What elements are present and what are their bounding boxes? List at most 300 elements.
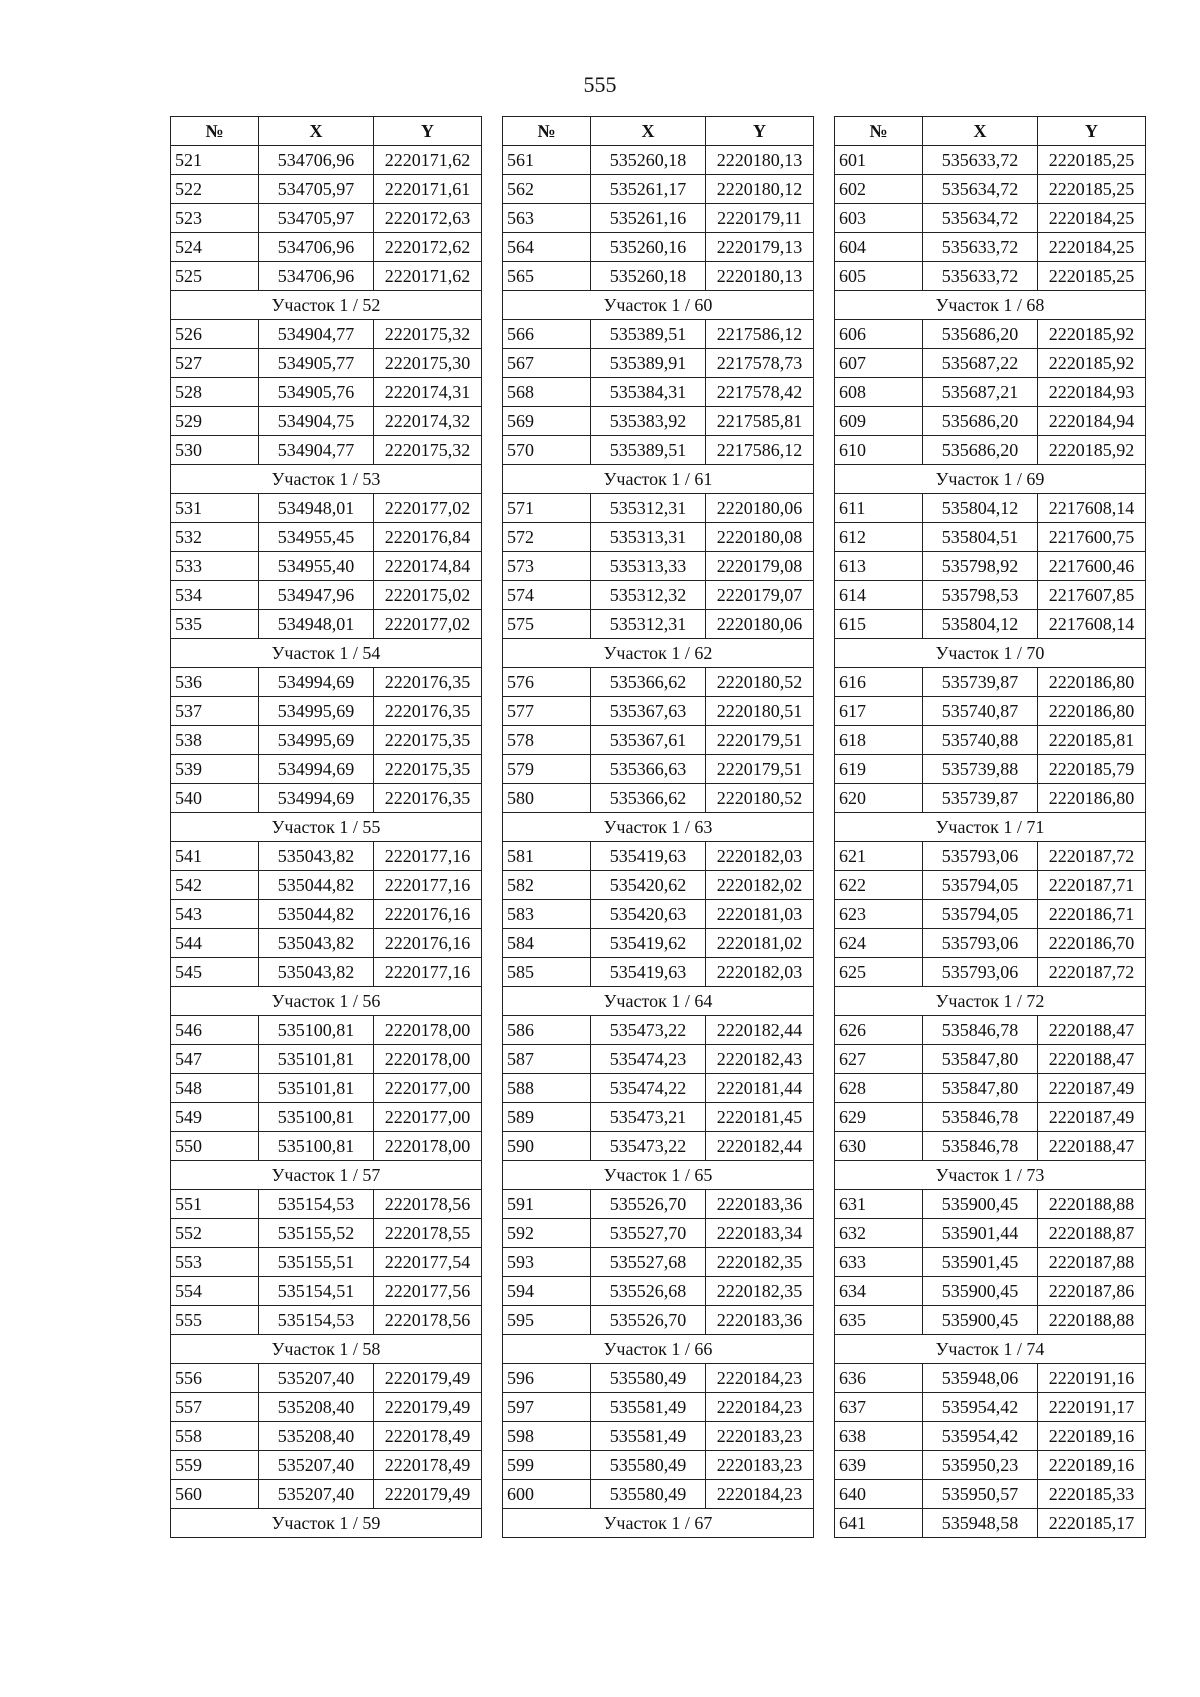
point-number: 549 [171,1103,259,1132]
x-coordinate: 535101,81 [259,1074,374,1103]
table-row [171,1306,482,1335]
section-label: Участок 1 / 53 [171,465,482,494]
y-coordinate: 2220186,70 [1038,929,1146,958]
section-label: Участок 1 / 58 [171,1335,482,1364]
section-label: Участок 1 / 56 [171,987,482,1016]
point-number: 599 [503,1451,591,1480]
table-row [835,1451,1146,1480]
point-number: 605 [835,262,923,291]
y-coordinate: 2220181,44 [706,1074,814,1103]
table-row [503,784,814,813]
x-coordinate: 535901,45 [923,1248,1038,1277]
point-number: 557 [171,1393,259,1422]
x-coordinate: 535260,18 [591,146,706,175]
y-coordinate: 2220178,55 [374,1219,482,1248]
table-row [171,1277,482,1306]
point-number: 586 [503,1016,591,1045]
point-number: 522 [171,175,259,204]
y-coordinate: 2220184,23 [706,1480,814,1509]
point-number: 624 [835,929,923,958]
page-number: 555 [583,72,617,97]
table-row [835,146,1146,175]
table-row [503,233,814,262]
y-coordinate: 2220174,84 [374,552,482,581]
point-number: 558 [171,1422,259,1451]
section-label: Участок 1 / 66 [503,1335,814,1364]
x-coordinate: 535154,51 [259,1277,374,1306]
x-coordinate: 535154,53 [259,1306,374,1335]
x-coordinate: 534955,40 [259,552,374,581]
x-coordinate: 535154,53 [259,1190,374,1219]
point-number: 566 [503,320,591,349]
table-row [503,1132,814,1161]
point-number: 582 [503,871,591,900]
point-number: 575 [503,610,591,639]
table-row [835,494,1146,523]
header-number: № [835,117,923,146]
y-coordinate: 2217607,85 [1038,581,1146,610]
y-coordinate: 2220183,36 [706,1306,814,1335]
y-coordinate: 2217608,14 [1038,494,1146,523]
x-coordinate: 535208,40 [259,1422,374,1451]
table-row [171,1016,482,1045]
point-number: 567 [503,349,591,378]
x-coordinate: 535526,70 [591,1306,706,1335]
x-coordinate: 535366,63 [591,755,706,784]
table-row [503,958,814,987]
y-coordinate: 2220179,07 [706,581,814,610]
table-row [503,726,814,755]
x-coordinate: 535798,53 [923,581,1038,610]
point-number: 536 [171,668,259,697]
point-number: 600 [503,1480,591,1509]
y-coordinate: 2220182,44 [706,1132,814,1161]
y-coordinate: 2220183,36 [706,1190,814,1219]
point-number: 612 [835,523,923,552]
table-row [835,842,1146,871]
point-number: 606 [835,320,923,349]
x-coordinate: 535473,22 [591,1016,706,1045]
y-coordinate: 2220182,35 [706,1277,814,1306]
table-row [835,726,1146,755]
x-coordinate: 535043,82 [259,842,374,871]
table-row [503,349,814,378]
section-label: Участок 1 / 63 [503,813,814,842]
x-coordinate: 535527,70 [591,1219,706,1248]
y-coordinate: 2217585,81 [706,407,814,436]
x-coordinate: 534905,76 [259,378,374,407]
y-coordinate: 2220191,16 [1038,1364,1146,1393]
x-coordinate: 535312,31 [591,610,706,639]
x-coordinate: 535473,21 [591,1103,706,1132]
point-number: 619 [835,755,923,784]
x-coordinate: 535581,49 [591,1422,706,1451]
y-coordinate: 2220185,25 [1038,262,1146,291]
table-row [503,581,814,610]
x-coordinate: 535384,31 [591,378,706,407]
point-number: 572 [503,523,591,552]
table-row [503,610,814,639]
y-coordinate: 2220183,23 [706,1451,814,1480]
point-number: 571 [503,494,591,523]
header-number: № [171,117,259,146]
y-coordinate: 2220180,06 [706,494,814,523]
table-row [171,755,482,784]
header-number: № [503,117,591,146]
table-row [171,958,482,987]
y-coordinate: 2220176,35 [374,784,482,813]
coordinate-table-3 [834,116,1146,1538]
point-number: 626 [835,1016,923,1045]
x-coordinate: 535526,70 [591,1190,706,1219]
x-coordinate: 535155,52 [259,1219,374,1248]
y-coordinate: 2217608,14 [1038,610,1146,639]
section-label: Участок 1 / 74 [835,1335,1146,1364]
table-row [835,523,1146,552]
y-coordinate: 2220177,00 [374,1103,482,1132]
y-coordinate: 2220184,93 [1038,378,1146,407]
point-number: 638 [835,1422,923,1451]
point-number: 553 [171,1248,259,1277]
point-number: 632 [835,1219,923,1248]
table-row [835,1219,1146,1248]
point-number: 593 [503,1248,591,1277]
y-coordinate: 2220178,56 [374,1190,482,1219]
section-label: Участок 1 / 69 [835,465,1146,494]
x-coordinate: 535383,92 [591,407,706,436]
x-coordinate: 535260,18 [591,262,706,291]
y-coordinate: 2220174,32 [374,407,482,436]
x-coordinate: 535261,17 [591,175,706,204]
table-row [835,1509,1146,1538]
point-number: 588 [503,1074,591,1103]
table-row [171,1132,482,1161]
point-number: 631 [835,1190,923,1219]
table-row [835,436,1146,465]
point-number: 550 [171,1132,259,1161]
table-row [171,233,482,262]
x-coordinate: 535208,40 [259,1393,374,1422]
table-row [835,1103,1146,1132]
y-coordinate: 2220187,71 [1038,871,1146,900]
table-row [171,842,482,871]
table-header-row [835,117,1146,146]
y-coordinate: 2220178,49 [374,1422,482,1451]
x-coordinate: 535793,06 [923,958,1038,987]
y-coordinate: 2220186,80 [1038,668,1146,697]
y-coordinate: 2220182,03 [706,958,814,987]
x-coordinate: 535687,22 [923,349,1038,378]
y-coordinate: 2220176,35 [374,668,482,697]
x-coordinate: 535900,45 [923,1306,1038,1335]
table-row [171,1045,482,1074]
table-row [171,436,482,465]
x-coordinate: 535633,72 [923,233,1038,262]
y-coordinate: 2220188,47 [1038,1132,1146,1161]
point-number: 527 [171,349,259,378]
section-row [171,291,482,320]
y-coordinate: 2220177,16 [374,958,482,987]
y-coordinate: 2217578,73 [706,349,814,378]
table-row [503,407,814,436]
point-number: 590 [503,1132,591,1161]
section-row [171,987,482,1016]
point-number: 615 [835,610,923,639]
point-number: 604 [835,233,923,262]
table-row [171,871,482,900]
table-row [503,378,814,407]
x-coordinate: 535740,88 [923,726,1038,755]
point-number: 616 [835,668,923,697]
table-row [503,900,814,929]
x-coordinate: 534706,96 [259,146,374,175]
y-coordinate: 2220177,16 [374,842,482,871]
x-coordinate: 535419,63 [591,842,706,871]
point-number: 578 [503,726,591,755]
y-coordinate: 2220177,02 [374,494,482,523]
table-row [835,1248,1146,1277]
x-coordinate: 535804,51 [923,523,1038,552]
x-coordinate: 534955,45 [259,523,374,552]
point-number: 587 [503,1045,591,1074]
point-number: 618 [835,726,923,755]
table-row [835,378,1146,407]
section-label: Участок 1 / 70 [835,639,1146,668]
x-coordinate: 535101,81 [259,1045,374,1074]
table-row [503,1248,814,1277]
y-coordinate: 2220179,49 [374,1480,482,1509]
x-coordinate: 535207,40 [259,1364,374,1393]
x-coordinate: 534994,69 [259,784,374,813]
point-number: 554 [171,1277,259,1306]
y-coordinate: 2220180,13 [706,262,814,291]
point-number: 610 [835,436,923,465]
section-row [171,1161,482,1190]
x-coordinate: 535420,62 [591,871,706,900]
section-row [835,639,1146,668]
table-row [171,726,482,755]
point-number: 532 [171,523,259,552]
table-row [835,755,1146,784]
table-row [835,784,1146,813]
x-coordinate: 535686,20 [923,436,1038,465]
y-coordinate: 2220182,02 [706,871,814,900]
point-number: 563 [503,204,591,233]
x-coordinate: 535846,78 [923,1103,1038,1132]
point-number: 535 [171,610,259,639]
section-label: Участок 1 / 54 [171,639,482,668]
x-coordinate: 535100,81 [259,1132,374,1161]
table-row [503,175,814,204]
point-number: 637 [835,1393,923,1422]
point-number: 564 [503,233,591,262]
point-number: 602 [835,175,923,204]
y-coordinate: 2220176,16 [374,929,482,958]
table-row [835,1132,1146,1161]
x-coordinate: 534904,75 [259,407,374,436]
point-number: 539 [171,755,259,784]
x-coordinate: 534705,97 [259,204,374,233]
y-coordinate: 2220185,92 [1038,349,1146,378]
table-row [835,552,1146,581]
point-number: 595 [503,1306,591,1335]
y-coordinate: 2220179,08 [706,552,814,581]
table-row [503,842,814,871]
x-coordinate: 535260,16 [591,233,706,262]
table-row [835,871,1146,900]
point-number: 542 [171,871,259,900]
y-coordinate: 2220185,33 [1038,1480,1146,1509]
x-coordinate: 535739,87 [923,668,1038,697]
table-row [835,349,1146,378]
point-number: 608 [835,378,923,407]
table-row [503,320,814,349]
x-coordinate: 534995,69 [259,697,374,726]
y-coordinate: 2220177,16 [374,871,482,900]
section-row [171,465,482,494]
y-coordinate: 2220175,32 [374,320,482,349]
y-coordinate: 2220171,62 [374,262,482,291]
y-coordinate: 2220180,13 [706,146,814,175]
point-number: 614 [835,581,923,610]
table-row [835,900,1146,929]
y-coordinate: 2220179,51 [706,726,814,755]
table-row [171,552,482,581]
y-coordinate: 2220179,49 [374,1364,482,1393]
x-coordinate: 535804,12 [923,494,1038,523]
section-label: Участок 1 / 55 [171,813,482,842]
y-coordinate: 2220174,31 [374,378,482,407]
table-row [503,668,814,697]
x-coordinate: 535044,82 [259,900,374,929]
section-label: Участок 1 / 73 [835,1161,1146,1190]
table-row [503,1074,814,1103]
y-coordinate: 2220184,23 [706,1393,814,1422]
y-coordinate: 2220184,23 [706,1364,814,1393]
section-label: Участок 1 / 72 [835,987,1146,1016]
y-coordinate: 2220177,54 [374,1248,482,1277]
point-number: 569 [503,407,591,436]
y-coordinate: 2220175,30 [374,349,482,378]
y-coordinate: 2220183,23 [706,1422,814,1451]
point-number: 530 [171,436,259,465]
point-number: 596 [503,1364,591,1393]
y-coordinate: 2220187,72 [1038,958,1146,987]
point-number: 584 [503,929,591,958]
section-label: Участок 1 / 59 [171,1509,482,1538]
header-y: Y [1038,117,1146,146]
table-row [503,1016,814,1045]
point-number: 577 [503,697,591,726]
x-coordinate: 535901,44 [923,1219,1038,1248]
table-row [835,1045,1146,1074]
section-label: Участок 1 / 61 [503,465,814,494]
section-label: Участок 1 / 71 [835,813,1146,842]
x-coordinate: 534706,96 [259,262,374,291]
y-coordinate: 2220178,00 [374,1132,482,1161]
point-number: 543 [171,900,259,929]
table-row [171,146,482,175]
y-coordinate: 2217586,12 [706,320,814,349]
y-coordinate: 2220182,35 [706,1248,814,1277]
table-row [171,1480,482,1509]
point-number: 639 [835,1451,923,1480]
x-coordinate: 535207,40 [259,1451,374,1480]
point-number: 560 [171,1480,259,1509]
table-row [835,320,1146,349]
x-coordinate: 535313,33 [591,552,706,581]
x-coordinate: 535798,92 [923,552,1038,581]
y-coordinate: 2220180,51 [706,697,814,726]
y-coordinate: 2220178,49 [374,1451,482,1480]
point-number: 531 [171,494,259,523]
coordinate-table-2 [502,116,814,1538]
point-number: 622 [835,871,923,900]
table-row [503,494,814,523]
table-row [835,175,1146,204]
y-coordinate: 2220175,35 [374,755,482,784]
x-coordinate: 535527,68 [591,1248,706,1277]
point-number: 547 [171,1045,259,1074]
table-row [171,784,482,813]
y-coordinate: 2220188,47 [1038,1045,1146,1074]
y-coordinate: 2220180,08 [706,523,814,552]
y-coordinate: 2220183,34 [706,1219,814,1248]
x-coordinate: 535633,72 [923,262,1038,291]
table-row [171,320,482,349]
y-coordinate: 2220176,16 [374,900,482,929]
point-number: 589 [503,1103,591,1132]
point-number: 541 [171,842,259,871]
x-coordinate: 535367,61 [591,726,706,755]
y-coordinate: 2220177,02 [374,610,482,639]
y-coordinate: 2220185,79 [1038,755,1146,784]
x-coordinate: 534995,69 [259,726,374,755]
table-row [503,755,814,784]
point-number: 585 [503,958,591,987]
table-row [503,697,814,726]
table-row [171,378,482,407]
y-coordinate: 2220184,25 [1038,233,1146,262]
x-coordinate: 535419,63 [591,958,706,987]
x-coordinate: 535313,31 [591,523,706,552]
table-row [503,871,814,900]
point-number: 548 [171,1074,259,1103]
y-coordinate: 2220178,56 [374,1306,482,1335]
table-row [171,697,482,726]
table-row [835,1306,1146,1335]
x-coordinate: 535954,42 [923,1393,1038,1422]
x-coordinate: 535420,63 [591,900,706,929]
x-coordinate: 534904,77 [259,436,374,465]
x-coordinate: 534994,69 [259,755,374,784]
y-coordinate: 2220184,25 [1038,204,1146,233]
point-number: 565 [503,262,591,291]
table-row [171,407,482,436]
point-number: 570 [503,436,591,465]
point-number: 640 [835,1480,923,1509]
section-row [503,639,814,668]
section-row [503,465,814,494]
point-number: 556 [171,1364,259,1393]
section-label: Участок 1 / 67 [503,1509,814,1538]
point-number: 524 [171,233,259,262]
point-number: 573 [503,552,591,581]
y-coordinate: 2220189,16 [1038,1451,1146,1480]
y-coordinate: 2220179,13 [706,233,814,262]
x-coordinate: 534904,77 [259,320,374,349]
point-number: 628 [835,1074,923,1103]
